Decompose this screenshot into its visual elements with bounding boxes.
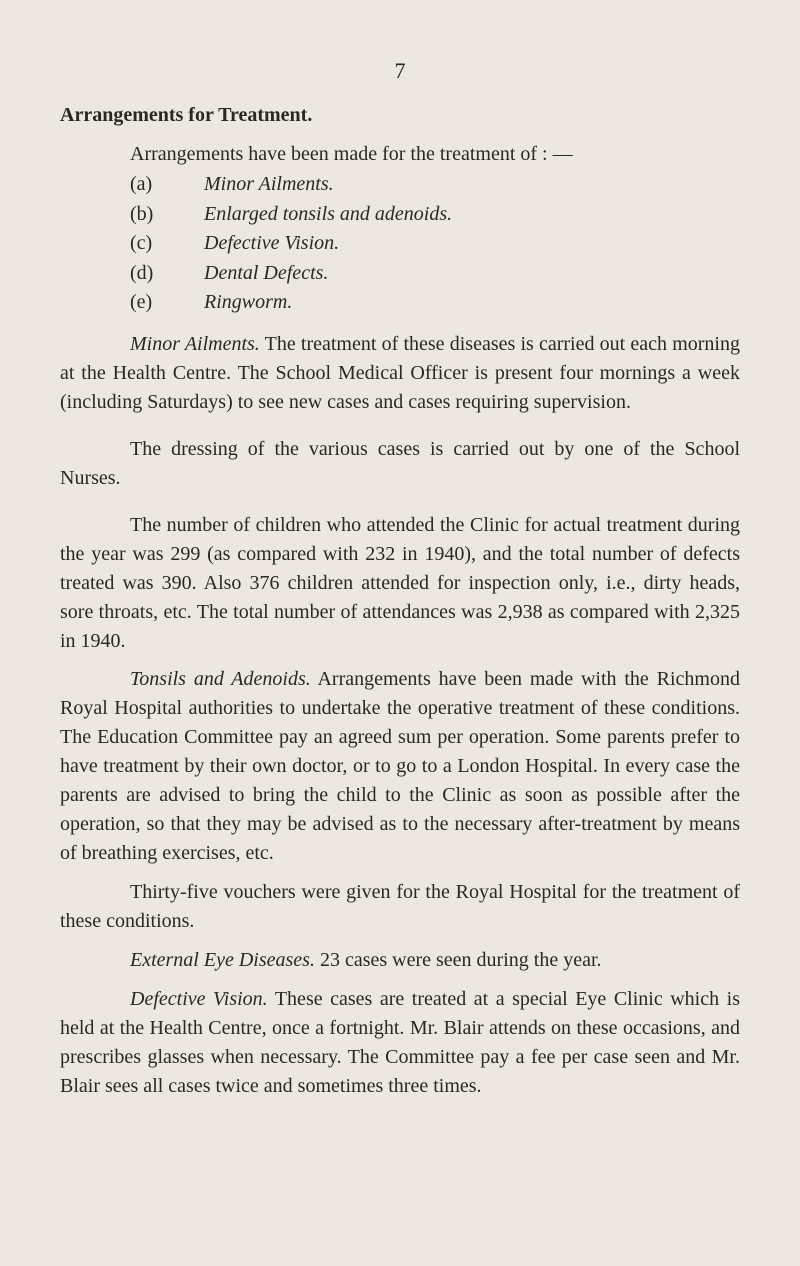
paragraph-text: Thirty-five vouchers were given for the Royal Hospital for the treatment of these conditions.: [60, 881, 740, 932]
treatment-list: [130, 170, 452, 318]
list-item: [130, 259, 452, 289]
paragraph-lead: Defective Vision.: [130, 988, 268, 1010]
paragraph-text: Arrangements have been made with the Richmond Royal Hospital authorities to undertake the operative treatment of these conditions. The Education Committee pay an agreed sum per operation. Some parents prefer to have treatment by their own doctor, or to go to a London Hospital. In every case the parents are advised to bring the child to the Clinic as soon as possible after the operation, so that they may be advised as to the necessary after-treatment by means of breathing exercises, etc.: [60, 668, 740, 864]
paragraph-minor-ailments: [60, 330, 740, 417]
paragraph-attendance: [60, 511, 740, 656]
paragraph-eye-diseases: [60, 946, 740, 975]
paragraph-lead: External Eye Diseases.: [130, 949, 315, 971]
list-item-label: (c): [130, 232, 153, 255]
paragraph-tonsils: [60, 665, 740, 868]
paragraph-text: The number of children who attended the Clinic for actual treatment during the year was 299 (as compared with 232 in 1940), and the total number of defects treated was 390. Also 376 children attended for inspection only, i.e., dirty heads, sore throats, etc. The total number of attendances was 2,938 as compared with 2,325 in 1940.: [60, 514, 740, 652]
list-item: [130, 170, 452, 200]
list-item-text: Dental Defects.: [204, 261, 329, 284]
paragraph-dressing: [60, 435, 740, 493]
paragraph-defective-vision: [60, 985, 740, 1101]
list-item: [130, 229, 452, 259]
body-text: [60, 330, 740, 1101]
intro-text: Arrangements have been made for the treatment of : —: [130, 143, 573, 165]
paragraph-vouchers: [60, 878, 740, 936]
paragraph-lead: Minor Ailments.: [130, 333, 260, 355]
list-item-text: Minor Ailments.: [204, 173, 334, 195]
list-item-text: Ringworm.: [204, 291, 293, 314]
paragraph-lead: Tonsils and Adenoids.: [130, 668, 311, 690]
list-item-label: (e): [130, 291, 153, 314]
list-item-label: (d): [130, 261, 154, 284]
paragraph-text: The dressing of the various cases is carried out by one of the School Nurses.: [60, 438, 740, 489]
page-number: 7: [394, 58, 406, 83]
section-heading: Arrangements for Treatment.: [60, 104, 313, 126]
list-item-text: Defective Vision.: [204, 232, 340, 255]
paragraph-text: The treatment of these diseases is carried out each morning at the Health Centre. The School Medical Officer is present four mornings a week (including Saturdays) to see new cases and cases requiring supervision.: [60, 333, 740, 413]
paragraph-text: 23 cases were seen during the year.: [314, 949, 602, 971]
list-item: [130, 200, 452, 230]
list-item: [130, 288, 452, 318]
paragraph-text: These cases are treated at a special Eye Clinic which is held at the Health Centre, once a fortnight. Mr. Blair attends on these occasions, and prescribes glasses when necessary. The Committee pay a fee per case seen and Mr. Blair sees all cases twice and sometimes three times.: [60, 988, 740, 1097]
list-item-label: (b): [130, 202, 154, 225]
list-item-text: Enlarged tonsils and adenoids.: [204, 202, 453, 225]
list-item-label: (a): [130, 173, 153, 195]
